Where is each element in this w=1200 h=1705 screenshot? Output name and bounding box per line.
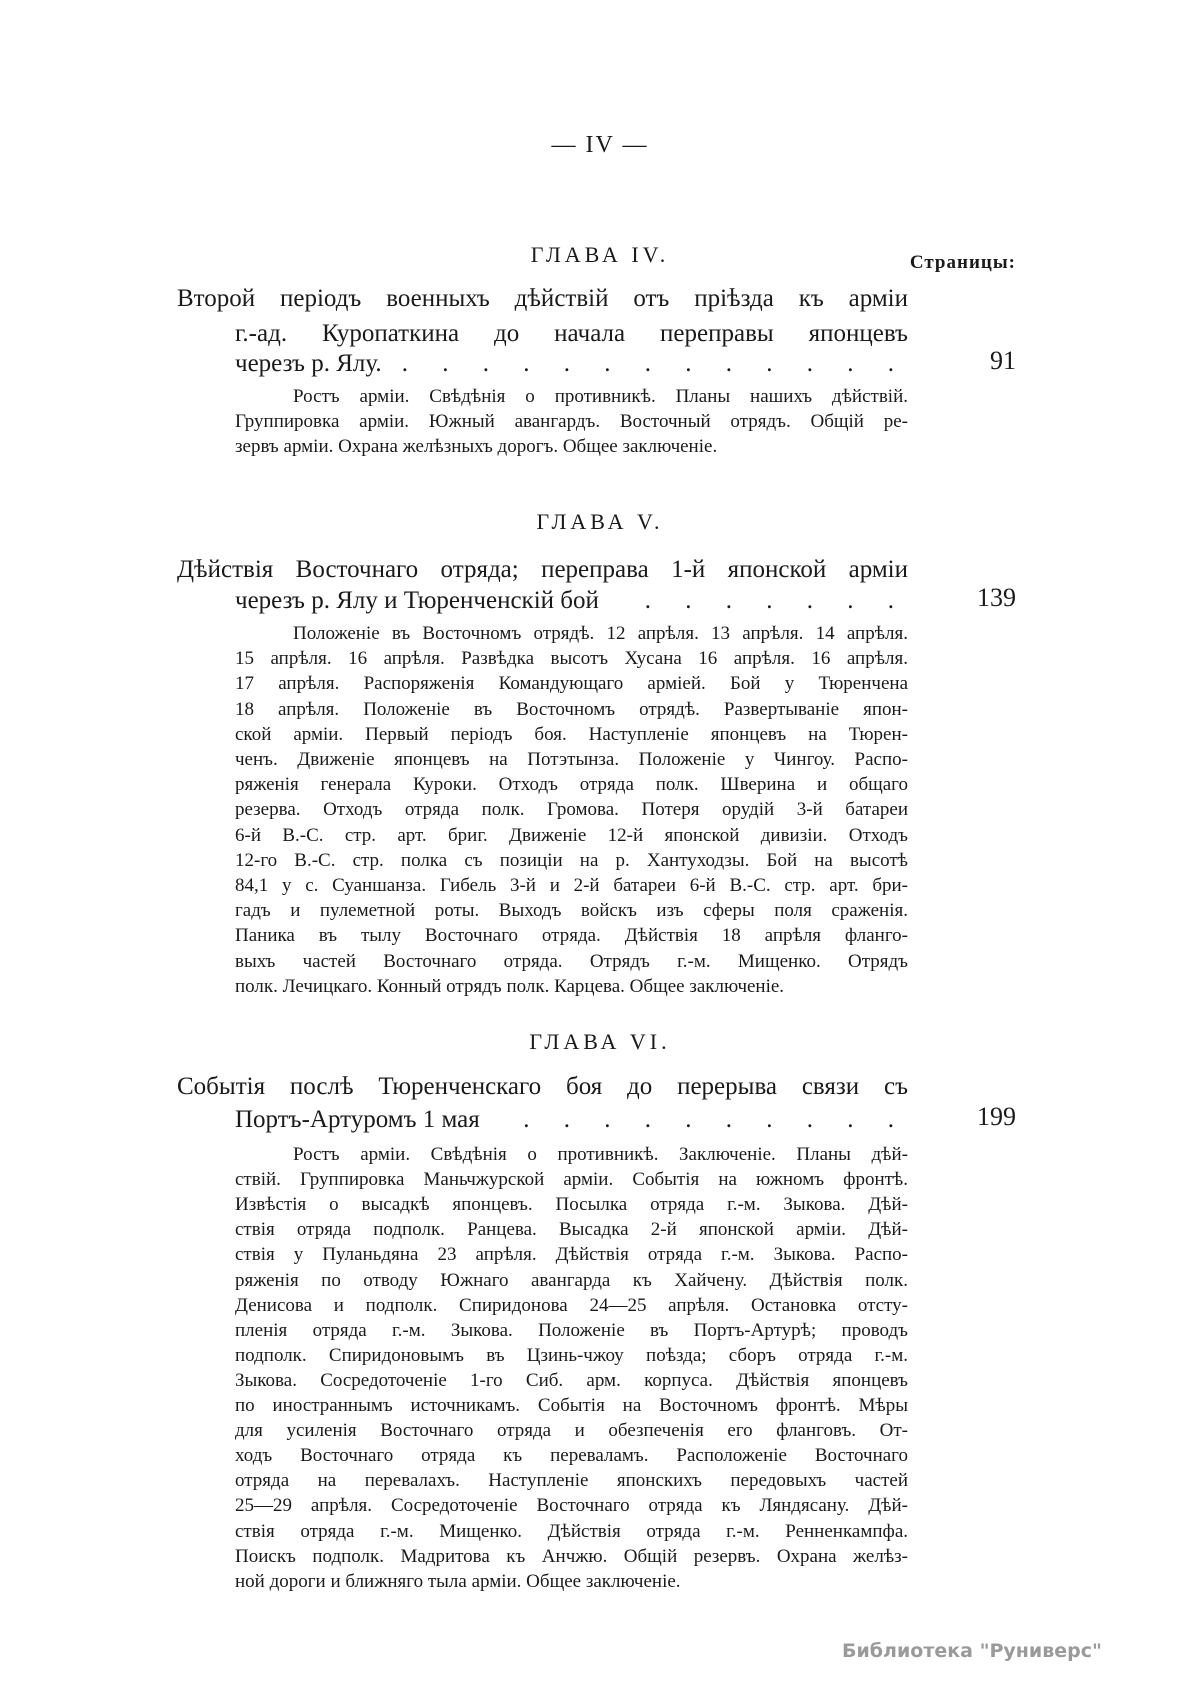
chapter-title-text: черезъ р. Ялу. — [235, 350, 382, 377]
chapter-title-text: Портъ-Артуромъ 1 мая — [235, 1106, 480, 1133]
chapter-summary-line: пленія отряда г.-м. Зыкова. Положеніе въ Портъ-Артурѣ; проводъ — [235, 1319, 908, 1341]
chapter-heading: ГЛАВА VI. — [529, 1029, 671, 1054]
chapter-summary-line: 84,1 у с. Суаншанза. Гибель 3-й и 2-й батареи 6-й В.-С. стр. арт. бри- — [235, 875, 908, 896]
dot-leader — [609, 585, 908, 617]
page-number: — IV — — [551, 132, 649, 158]
library-watermark: Библиотека "Руниверс" — [842, 1640, 1102, 1662]
chapter-summary-line: зервъ арміи. Охрана желѣзныхъ дорогъ. Общее заключеніе. — [235, 436, 718, 458]
chapter-summary-line: ряженія по отводу Южнаго авангарда къ Хайчену. Дѣйствія полк. — [235, 1269, 908, 1291]
chapter-summary-line: Паника въ тылу Восточнаго отряда. Дѣйствія 18 апрѣля фланго- — [235, 925, 908, 947]
chapter-summary-line: 12-го В.-С. стр. полка съ позиціи на р. Хантуходзы. Бой на высотѣ — [235, 849, 908, 871]
chapter-summary-line: полк. Лечицкаго. Конный отрядъ полк. Карцева. Общее заключеніе. — [235, 975, 785, 997]
page-reference[interactable]: 139 — [977, 583, 1016, 612]
chapter-summary-line: 25—29 апрѣля. Сосредоточеніе Восточнаго отряда къ Ляндясану. Дѣй- — [235, 1495, 908, 1517]
chapter-title-line — [235, 1104, 908, 1136]
chapter-summary-line: 17 апрѣля. Распоряженія Командующаго арміей. Бой у Тюренчена — [235, 673, 908, 695]
chapter-summary-line: Группировка арміи. Южный авангардъ. Восточный отрядъ. Общій ре- — [235, 411, 908, 433]
chapter-summary-line: Извѣстія о высадкѣ японцевъ. Посылка отряда г.-м. Зыкова. Дѣй- — [235, 1194, 908, 1216]
chapter-title-line: Событія послѣ Тюренченскаго боя до перерыва связи съ — [177, 1073, 908, 1100]
chapter-heading: ГЛАВА IV. — [530, 242, 670, 267]
chapter-summary-line: ствія у Пуланьдяна 23 апрѣля. Дѣйствія отряда г.-м. Зыкова. Распо- — [235, 1244, 908, 1266]
chapter-summary-line: ствій. Группировка Маньчжурской арміи. Событія на южномъ фронтѣ. — [235, 1169, 908, 1191]
chapter-heading: ГЛАВА V. — [536, 509, 664, 534]
pages-column-label: Страницы: — [909, 252, 1016, 273]
chapter-title-text: черезъ р. Ялу и Тюренченскій бой — [235, 587, 599, 614]
chapter-title-line — [235, 348, 908, 380]
dot-leader — [392, 348, 908, 380]
chapter-title-line — [235, 585, 908, 617]
chapter-summary-line: подполк. Спиридоновымъ въ Цзинь-чжоу поѣзда; сборъ отряда г.-м. — [235, 1344, 908, 1366]
chapter-summary-line: 18 апрѣля. Положеніе въ Восточномъ отрядѣ. Развертываніе япон- — [235, 698, 908, 720]
chapter-summary-line: ходъ Восточнаго отряда къ переваламъ. Расположеніе Восточнаго — [235, 1445, 908, 1467]
chapter-summary-line: ряженія генерала Куроки. Отходъ отряда полк. Шверина и общаго — [235, 774, 908, 796]
chapter-summary-line: выхъ частей Восточнаго отряда. Отрядъ г.-м. Мищенко. Отрядъ — [235, 950, 908, 972]
chapter-summary-line: отряда на перевалахъ. Наступленіе японскихъ передовыхъ частей — [235, 1470, 908, 1492]
chapter-summary-line: Денисова и подполк. Спиридонова 24—25 апрѣля. Остановка отсту- — [235, 1294, 908, 1316]
chapter-summary-line: ной дороги и ближняго тыла арміи. Общее заключеніе. — [235, 1570, 681, 1592]
chapter-summary-line: гадъ и пулеметной роты. Выходъ войскъ изъ сферы поля сраженія. — [235, 900, 908, 922]
chapter-summary-line: 15 апрѣля. 16 апрѣля. Развѣдка высотъ Хусана 16 апрѣля. 16 апрѣля. — [235, 648, 908, 670]
page-reference[interactable]: 91 — [990, 346, 1016, 375]
chapter-summary-line: по иностраннымъ источникамъ. Событія на Восточномъ фронтѣ. Мѣры — [235, 1395, 908, 1416]
chapter-title-line: г.-ад. Куропаткина до начала переправы японцевъ — [235, 320, 908, 347]
chapter-summary-line: для усиленія Восточнаго отряда и обезпеченія его фланговъ. От- — [235, 1420, 908, 1442]
chapter-summary-line: ченъ. Движеніе японцевъ на Потэтынза. Положеніе у Чингоу. Распо- — [235, 749, 908, 770]
chapter-summary-line: ской арміи. Первый періодъ боя. Наступленіе японцевъ на Тюрен- — [235, 723, 908, 745]
dot-leader — [490, 1104, 908, 1136]
chapter-summary-line: резерва. Отходъ отряда полк. Громова. Потеря орудій 3-й батареи — [235, 799, 908, 821]
page-reference[interactable]: 199 — [977, 1102, 1016, 1131]
chapter-summary-line: Зыкова. Сосредоточеніе 1-го Сиб. арм. корпуса. Дѣйствія японцевъ — [235, 1369, 908, 1391]
chapter-summary-line: Поискъ подполк. Мадритова къ Анчжю. Общій резервъ. Охрана желѣз- — [235, 1545, 908, 1567]
chapter-summary-line: ствія отряда г.-м. Мищенко. Дѣйствія отряда г.-м. Ренненкампфа. — [235, 1520, 908, 1542]
chapter-summary-line: ствія отряда подполк. Ранцева. Высадка 2-й японской арміи. Дѣй- — [235, 1219, 908, 1241]
chapter-title-line: Дѣйствія Восточнаго отряда; переправа 1-й японской арміи — [177, 556, 908, 583]
chapter-title-line: Второй періодъ военныхъ дѣйствій отъ пріѣзда къ арміи — [177, 285, 908, 312]
chapter-summary-line: Ростъ арміи. Свѣдѣнія о противникѣ. Заключеніе. Планы дѣй- — [293, 1144, 908, 1165]
chapter-summary-line: Положеніе въ Восточномъ отрядѣ. 12 апрѣля. 13 апрѣля. 14 апрѣля. — [293, 623, 908, 644]
chapter-summary-line: Ростъ арміи. Свѣдѣнія о противникѣ. Планы нашихъ дѣйствій. — [293, 386, 908, 407]
chapter-summary-line: 6-й В.-С. стр. арт. бриг. Движеніе 12-й японской дивизіи. Отходъ — [235, 824, 908, 846]
